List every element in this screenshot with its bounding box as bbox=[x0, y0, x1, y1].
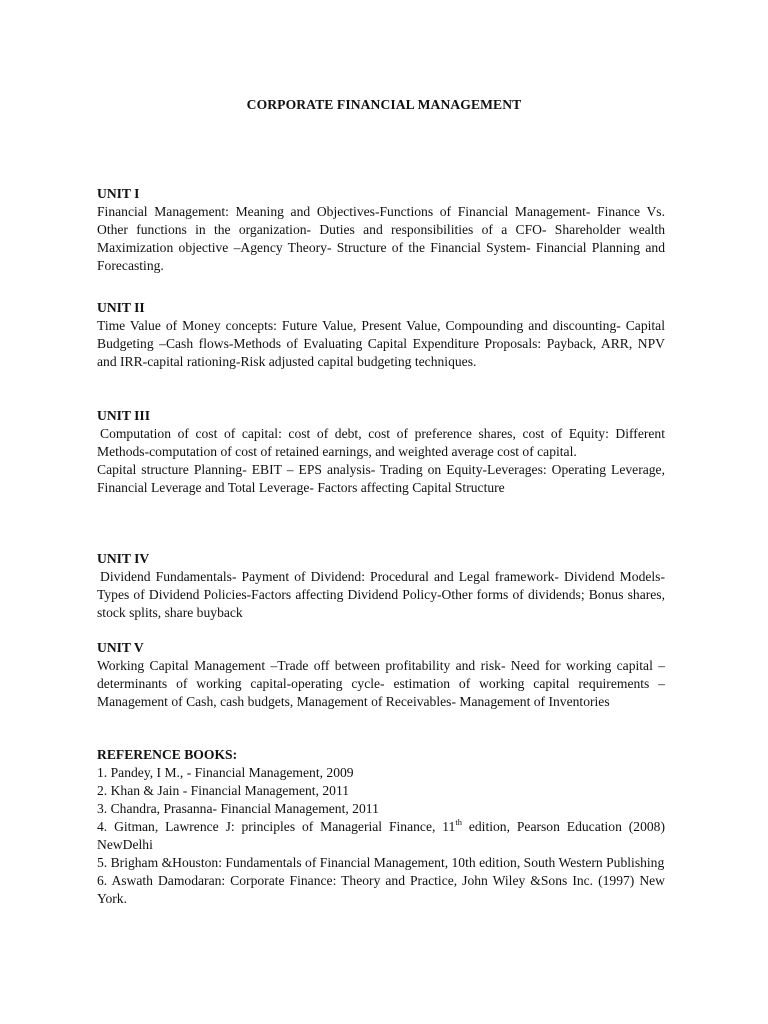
unit-3-text-2: Capital structure Planning- EBIT – EPS analysis- Trading on Equity-Leverages: Operating Leverage, Financial Leverage and Total Leverage- Factors affecting Capital Structure bbox=[97, 462, 665, 495]
unit-1-text: Financial Management: Meaning and Objectives-Functions of Financial Management- Finance Vs. Other functions in the organization- Duties and responsibilities of a CFO- Shareholder wealth Maximization objective –Agency Theory- Structure of the Financial System- Financial Planning and Forecasting. bbox=[97, 204, 665, 273]
unit-2-section bbox=[97, 299, 665, 371]
unit-3-text-1: Computation of cost of capital: cost of debt, cost of preference shares, cost of Equity: Different Methods-computation of cost of retained earnings, and weighted average cost of capital. bbox=[97, 426, 665, 459]
reference-text: 4. Gitman, Lawrence J: principles of Managerial Finance, 11 bbox=[97, 819, 456, 834]
unit-1-heading: UNIT I bbox=[97, 186, 140, 201]
document-title: CORPORATE FINANCIAL MANAGEMENT bbox=[246, 97, 522, 112]
reference-item: 3. Chandra, Prasanna- Financial Management, 2011 bbox=[97, 801, 379, 816]
unit-4-section bbox=[97, 550, 665, 622]
unit-3-heading: UNIT III bbox=[97, 408, 151, 423]
reference-item: 1. Pandey, I M., - Financial Management, 2009 bbox=[97, 765, 354, 780]
references-heading: REFERENCE BOOKS: bbox=[97, 747, 238, 762]
unit-2-text: Time Value of Money concepts: Future Value, Present Value, Compounding and discounting- Capital Budgeting –Cash flows-Methods of Evaluating Capital Expenditure Proposals: Payback, ARR, NPV and IRR-capital rationing-Risk adjusted capital budgeting techniques. bbox=[97, 318, 665, 369]
unit-4-heading: UNIT IV bbox=[97, 551, 150, 566]
reference-item: 5. Brigham &Houston: Fundamentals of Financial Management, 10th edition, South Western Publishing bbox=[97, 855, 665, 870]
unit-1-section bbox=[97, 185, 665, 275]
unit-5-section bbox=[97, 639, 665, 711]
unit-3-section bbox=[97, 407, 665, 497]
ordinal-superscript: th bbox=[455, 817, 462, 827]
unit-5-heading: UNIT V bbox=[97, 640, 144, 655]
references-section bbox=[97, 746, 665, 908]
unit-2-heading: UNIT II bbox=[97, 300, 145, 315]
reference-list bbox=[97, 764, 665, 908]
reference-item: 2. Khan & Jain - Financial Management, 2011 bbox=[97, 783, 350, 798]
reference-item bbox=[97, 818, 665, 854]
unit-4-text: Dividend Fundamentals- Payment of Dividend: Procedural and Legal framework- Dividend Models-Types of Dividend Policies-Factors affecting Dividend Policy-Other forms of dividends; Bonus shares, stock splits, share buyback bbox=[97, 569, 665, 620]
reference-text: edition, Pearson Education (2008) NewDelhi bbox=[97, 819, 666, 852]
unit-5-text: Working Capital Management –Trade off between profitability and risk- Need for working capital – determinants of working capital-operating cycle- estimation of working capital requirements – Management of Cash, cash budgets, Management of Receivables- Management of Inventories bbox=[97, 658, 665, 709]
reference-item: 6. Aswath Damodaran: Corporate Finance: Theory and Practice, John Wiley &Sons Inc. (1997) New York. bbox=[97, 873, 665, 906]
